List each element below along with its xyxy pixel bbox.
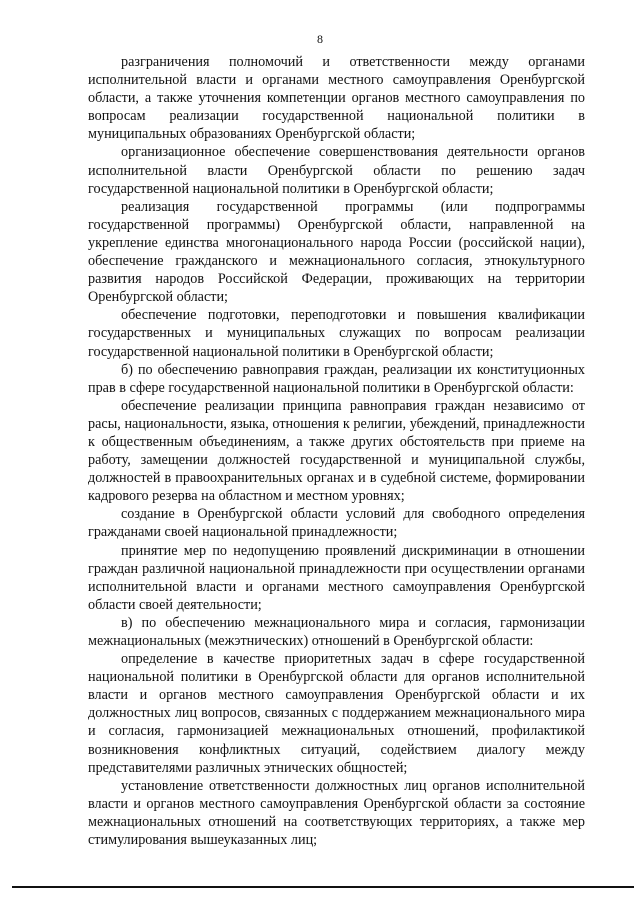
page-number: 8	[317, 32, 323, 46]
paragraph: б) по обеспечению равноправия граждан, реализации их конституционных прав в сфере государственной национальной политики в Оренбургской области:	[88, 361, 585, 396]
document-body	[88, 53, 585, 849]
paragraph: определение в качестве приоритетных задач в сфере государственной национальной политики в Оренбургской области для органов исполнительной власти и органов местного самоуправления Оренбургской области и их должностных лиц вопросов, связанных с поддержанием межнационального мира и согласия, гармонизацией межнациональных отношений, профилактикой возникновения конфликтных ситуаций, содействием диалогу между представителями различных этнических общностей;	[88, 651, 585, 776]
paragraph: реализация государственной программы (или подпрограммы государственной программы) Оренбургской области, направленной на укрепление единства многонационального народа России (российской нации), обеспечение гражданского и межнационального согласия, этнокультурного развития народов Российской Федерации, проживающих на территории Оренбургской области;	[88, 198, 585, 306]
paragraph: создание в Оренбургской области условий для свободного определения гражданами своей национальной принадлежности;	[88, 506, 585, 541]
paragraph: принятие мер по недопущению проявлений дискриминации в отношении граждан различной национальной принадлежности при осуществлении органами исполнительной власти и органами местного самоуправления Оренбургской области своей деятельности;	[88, 542, 585, 613]
paragraph: обеспечение подготовки, переподготовки и повышения квалификации государственных и муниципальных служащих по вопросам реализации государственной национальной политики в Оренбургской области;	[88, 307, 585, 360]
bottom-divider	[12, 886, 634, 888]
paragraph: в) по обеспечению межнационального мира и согласия, гармонизации межнациональных (межэтнических) отношений в Оренбургской области:	[88, 614, 585, 649]
paragraph: обеспечение реализации принципа равноправия граждан независимо от расы, национальности, языка, отношения к религии, убеждений, принадлежности к общественным объединениям, а также других обстоятельств при приеме на работу, замещении должностей государственной и муниципальной службы, должностей в правоохранительных органах и в судебной системе, формировании кадрового резерва на областном и местном уровнях;	[88, 397, 585, 505]
paragraph: организационное обеспечение совершенствования деятельности органов исполнительной власти Оренбургской области по решению задач государственной национальной политики в Оренбургской области;	[88, 144, 585, 197]
paragraph: установление ответственности должностных лиц органов исполнительной власти и органов местного самоуправления Оренбургской области за состояние межнациональных отношений на соответствующих территориях, а также мер стимулирования вышеуказанных лиц;	[88, 777, 585, 849]
paragraph: разграничения полномочий и ответственности между органами исполнительной власти и органами местного самоуправления Оренбургской области, а также уточнения компетенции органов местного самоуправления по вопросам реализации государственной национальной политики в муниципальных образованиях Оренбургской области;	[88, 54, 585, 143]
